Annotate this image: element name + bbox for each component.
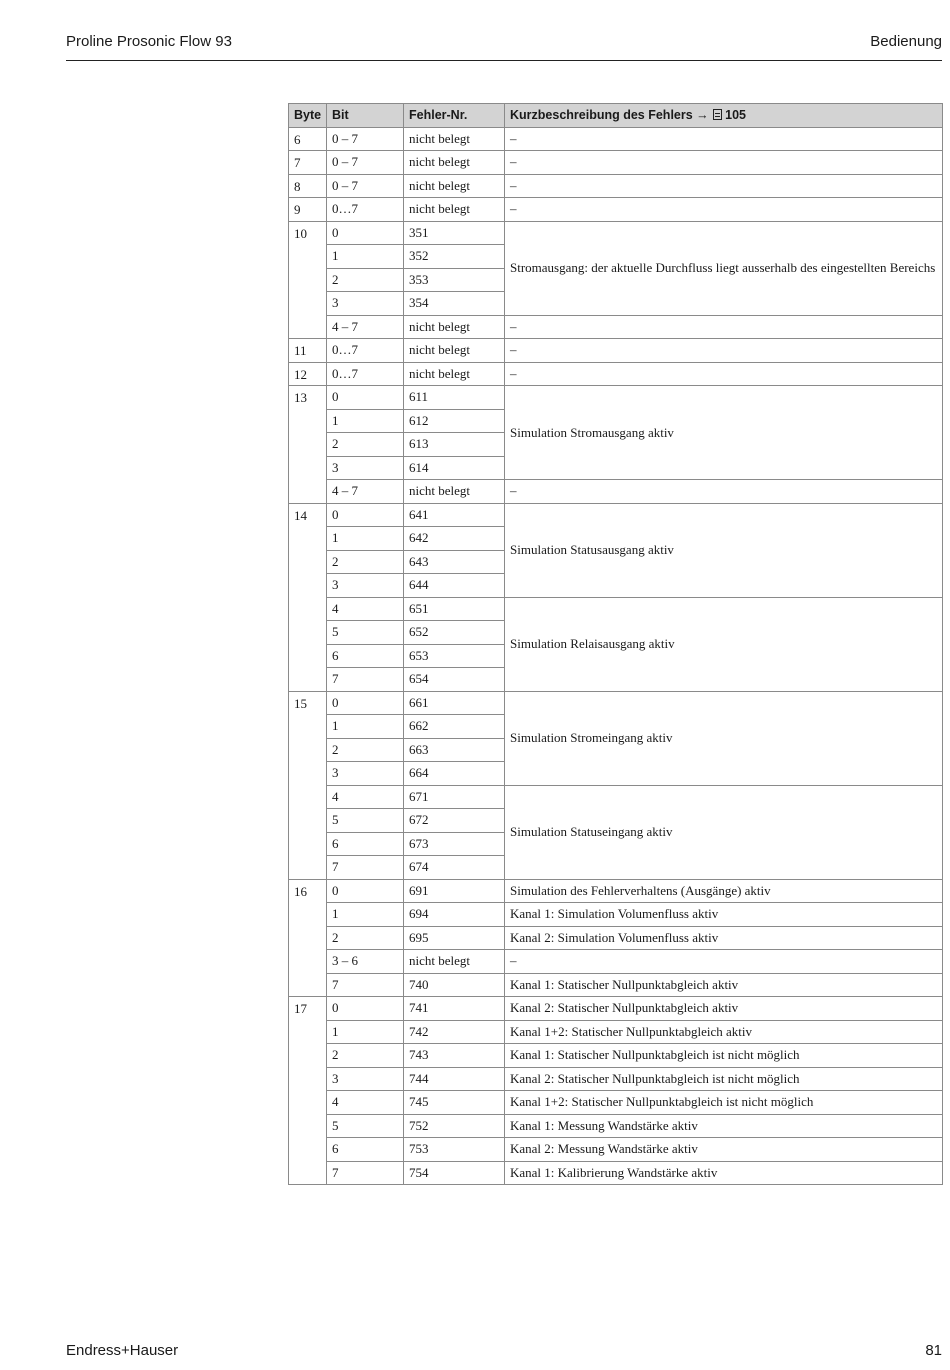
cell-description: Simulation Statusausgang aktiv (505, 503, 943, 597)
table-row (289, 1091, 943, 1115)
cell-description: – (505, 151, 943, 175)
cell-error-number: 744 (404, 1067, 505, 1091)
table-row (289, 1044, 943, 1068)
cell-error-number: 654 (404, 668, 505, 692)
cell-bit: 3 (327, 456, 404, 480)
cell-description: Stromausgang: der aktuelle Durchfluss liegt ausserhalb des eingestellten Bereichs (505, 221, 943, 315)
footer-page-number: 81 (925, 1342, 942, 1359)
cell-error-number: 741 (404, 997, 505, 1021)
header-title: Proline Prosonic Flow 93 (66, 33, 232, 50)
cell-error-number: 671 (404, 785, 505, 809)
cell-bit: 0 (327, 691, 404, 715)
cell-description: Kanal 1: Simulation Volumenfluss aktiv (505, 903, 943, 927)
column-header-byte: Byte (289, 104, 327, 128)
cell-description: Kanal 2: Simulation Volumenfluss aktiv (505, 926, 943, 950)
table-row (289, 785, 943, 809)
table-row (289, 127, 943, 151)
cell-bit: 1 (327, 1020, 404, 1044)
table-row (289, 198, 943, 222)
cell-description: Simulation Statuseingang aktiv (505, 785, 943, 879)
cell-bit: 1 (327, 527, 404, 551)
cell-error-number: nicht belegt (404, 174, 505, 198)
page-reference: 105 (725, 108, 747, 123)
table-row (289, 1114, 943, 1138)
cell-description: Kanal 1+2: Statischer Nullpunktabgleich ist nicht möglich (505, 1091, 943, 1115)
cell-error-number: 612 (404, 409, 505, 433)
cell-bit: 0 (327, 221, 404, 245)
cell-byte: 6 (289, 127, 327, 151)
table-row (289, 1138, 943, 1162)
cell-bit: 2 (327, 926, 404, 950)
cell-byte: 14 (289, 503, 327, 691)
cell-bit: 2 (327, 433, 404, 457)
cell-error-number: 753 (404, 1138, 505, 1162)
cell-description: Kanal 2: Statischer Nullpunktabgleich aktiv (505, 997, 943, 1021)
cell-error-number: nicht belegt (404, 480, 505, 504)
cell-error-number: 644 (404, 574, 505, 598)
table-row (289, 597, 943, 621)
cell-error-number: 352 (404, 245, 505, 269)
cell-description: – (505, 315, 943, 339)
cell-error-number: 353 (404, 268, 505, 292)
cell-bit: 5 (327, 621, 404, 645)
cell-bit: 7 (327, 973, 404, 997)
cell-error-number: 651 (404, 597, 505, 621)
cell-bit: 5 (327, 1114, 404, 1138)
cell-bit: 4 – 7 (327, 480, 404, 504)
table-row (289, 879, 943, 903)
cell-bit: 0 (327, 879, 404, 903)
table-row (289, 386, 943, 410)
cell-byte: 16 (289, 879, 327, 997)
cell-error-number: 694 (404, 903, 505, 927)
cell-bit: 0 (327, 503, 404, 527)
cell-error-number: nicht belegt (404, 950, 505, 974)
header-section: Bedienung (870, 33, 942, 50)
cell-bit: 3 (327, 574, 404, 598)
table-row (289, 691, 943, 715)
cell-bit: 5 (327, 809, 404, 833)
cell-description: – (505, 950, 943, 974)
table-header-row (289, 104, 943, 128)
cell-bit: 2 (327, 268, 404, 292)
table-row (289, 362, 943, 386)
table-row (289, 950, 943, 974)
cell-bit: 0 (327, 386, 404, 410)
table-row (289, 1067, 943, 1091)
cell-error-number: 642 (404, 527, 505, 551)
cell-error-number: 611 (404, 386, 505, 410)
cell-bit: 0 (327, 997, 404, 1021)
table-row (289, 480, 943, 504)
table-row (289, 151, 943, 175)
cell-error-number: nicht belegt (404, 127, 505, 151)
table-row (289, 503, 943, 527)
cell-error-number: 740 (404, 973, 505, 997)
cell-error-number: 664 (404, 762, 505, 786)
cell-bit: 3 (327, 1067, 404, 1091)
cell-error-number: nicht belegt (404, 339, 505, 363)
table-body (289, 127, 943, 1185)
table-row (289, 926, 943, 950)
cell-error-number: nicht belegt (404, 315, 505, 339)
column-header-description (505, 104, 943, 128)
cell-description: Kanal 2: Messung Wandstärke aktiv (505, 1138, 943, 1162)
table-row (289, 221, 943, 245)
cell-error-number: 752 (404, 1114, 505, 1138)
cell-bit: 1 (327, 903, 404, 927)
cell-error-number: 673 (404, 832, 505, 856)
cell-error-number: 745 (404, 1091, 505, 1115)
cell-bit: 0 – 7 (327, 174, 404, 198)
cell-bit: 1 (327, 715, 404, 739)
header-divider (66, 60, 942, 61)
cell-description: Simulation Stromeingang aktiv (505, 691, 943, 785)
cell-description: – (505, 174, 943, 198)
cell-bit: 2 (327, 1044, 404, 1068)
cell-error-number: 351 (404, 221, 505, 245)
cell-description: Kanal 1: Kalibrierung Wandstärke aktiv (505, 1161, 943, 1185)
cell-bit: 6 (327, 832, 404, 856)
table-row (289, 1161, 943, 1185)
cell-error-number: nicht belegt (404, 362, 505, 386)
column-header-error-number: Fehler-Nr. (404, 104, 505, 128)
cell-bit: 2 (327, 550, 404, 574)
cell-byte: 7 (289, 151, 327, 175)
cell-error-number: 354 (404, 292, 505, 316)
cell-bit: 0…7 (327, 362, 404, 386)
table-row (289, 997, 943, 1021)
cell-description: Kanal 1: Messung Wandstärke aktiv (505, 1114, 943, 1138)
cell-bit: 4 – 7 (327, 315, 404, 339)
cell-byte: 9 (289, 198, 327, 222)
cell-bit: 3 (327, 762, 404, 786)
cell-error-number: 663 (404, 738, 505, 762)
cell-description: Kanal 1+2: Statischer Nullpunktabgleich aktiv (505, 1020, 943, 1044)
cell-error-number: 653 (404, 644, 505, 668)
table-row (289, 903, 943, 927)
cell-error-number: 674 (404, 856, 505, 880)
cell-byte: 17 (289, 997, 327, 1185)
cell-byte: 11 (289, 339, 327, 363)
cell-error-number: 743 (404, 1044, 505, 1068)
cell-description: Kanal 1: Statischer Nullpunktabgleich ist nicht möglich (505, 1044, 943, 1068)
cell-bit: 2 (327, 738, 404, 762)
cell-error-number: 662 (404, 715, 505, 739)
cell-description: – (505, 127, 943, 151)
cell-error-number: nicht belegt (404, 198, 505, 222)
cell-description: – (505, 480, 943, 504)
cell-bit: 4 (327, 1091, 404, 1115)
footer-company: Endress+Hauser (66, 1342, 179, 1359)
cell-bit: 7 (327, 668, 404, 692)
cell-error-number: 754 (404, 1161, 505, 1185)
cell-bit: 7 (327, 856, 404, 880)
cell-description: Kanal 2: Statischer Nullpunktabgleich ist nicht möglich (505, 1067, 943, 1091)
cell-bit: 4 (327, 785, 404, 809)
cell-error-number: 652 (404, 621, 505, 645)
error-bit-table (288, 103, 943, 1185)
cell-description: – (505, 339, 943, 363)
cell-description: Simulation Stromausgang aktiv (505, 386, 943, 480)
cell-error-number: 641 (404, 503, 505, 527)
cell-bit: 0…7 (327, 339, 404, 363)
arrow-icon: → (696, 108, 709, 123)
cell-bit: 0 – 7 (327, 151, 404, 175)
cell-error-number: nicht belegt (404, 151, 505, 175)
cell-byte: 8 (289, 174, 327, 198)
cell-description: Simulation Relaisausgang aktiv (505, 597, 943, 691)
cell-bit: 6 (327, 1138, 404, 1162)
table-row (289, 1020, 943, 1044)
cell-bit: 1 (327, 409, 404, 433)
cell-bit: 0…7 (327, 198, 404, 222)
cell-bit: 0 – 7 (327, 127, 404, 151)
cell-error-number: 613 (404, 433, 505, 457)
cell-byte: 10 (289, 221, 327, 339)
cell-bit: 6 (327, 644, 404, 668)
cell-error-number: 643 (404, 550, 505, 574)
cell-error-number: 614 (404, 456, 505, 480)
cell-description: Kanal 1: Statischer Nullpunktabgleich aktiv (505, 973, 943, 997)
cell-bit: 4 (327, 597, 404, 621)
cell-error-number: 742 (404, 1020, 505, 1044)
document-page-icon (713, 109, 722, 120)
column-header-description-label: Kurzbeschreibung des Fehlers (510, 108, 693, 123)
cell-description: – (505, 198, 943, 222)
table-row (289, 174, 943, 198)
table-row (289, 315, 943, 339)
cell-byte: 12 (289, 362, 327, 386)
cell-error-number: 691 (404, 879, 505, 903)
cell-bit: 7 (327, 1161, 404, 1185)
cell-error-number: 661 (404, 691, 505, 715)
cell-byte: 15 (289, 691, 327, 879)
cell-error-number: 695 (404, 926, 505, 950)
cell-bit: 1 (327, 245, 404, 269)
cell-error-number: 672 (404, 809, 505, 833)
cell-description: Simulation des Fehlerverhaltens (Ausgänge) aktiv (505, 879, 943, 903)
cell-description: – (505, 362, 943, 386)
table-row (289, 973, 943, 997)
cell-bit: 3 – 6 (327, 950, 404, 974)
column-header-bit: Bit (327, 104, 404, 128)
cell-bit: 3 (327, 292, 404, 316)
table-row (289, 339, 943, 363)
cell-byte: 13 (289, 386, 327, 504)
